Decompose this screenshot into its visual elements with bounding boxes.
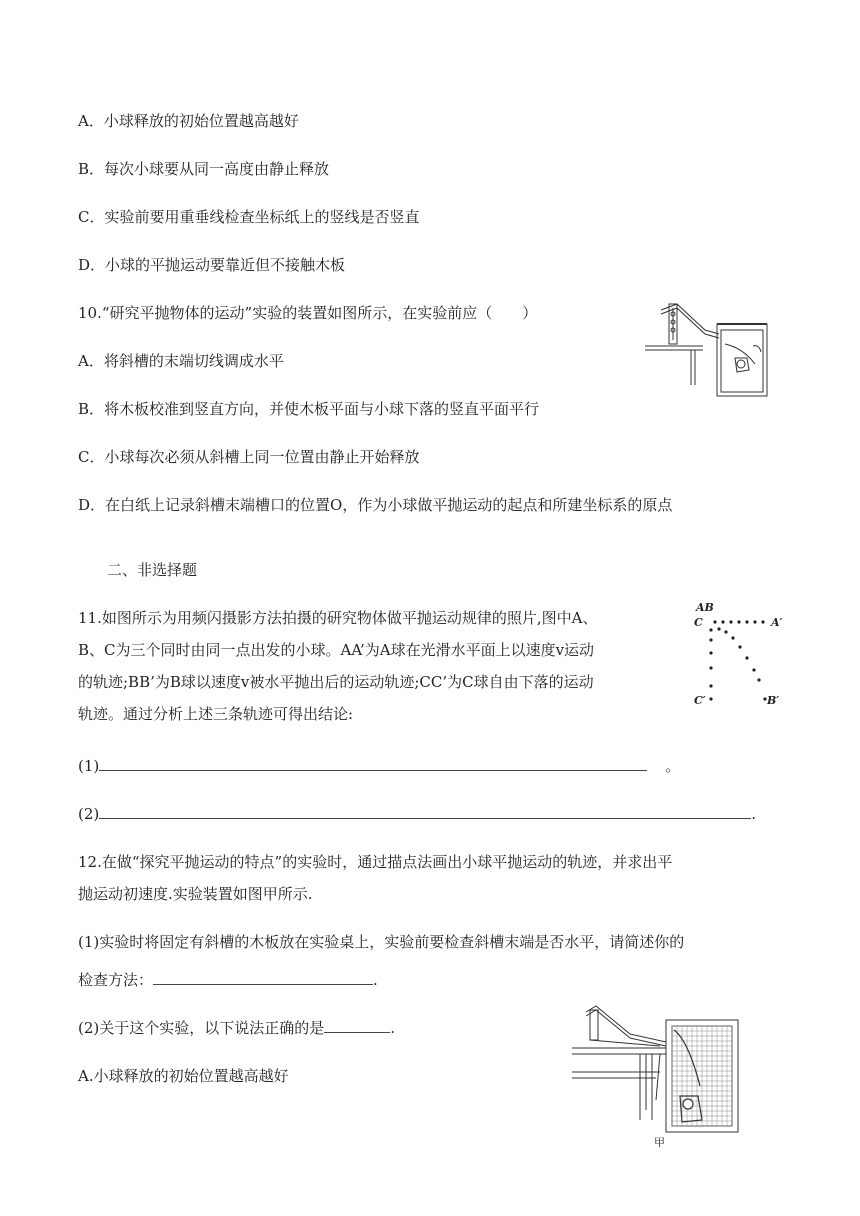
q11-line-4: 轨迹。通过分析上述三条轨迹可得出结论: (78, 705, 354, 723)
q12-line-2: 抛运动初速度.实验装置如图甲所示. (78, 885, 313, 903)
q10-option-c: C．小球每次必须从斜槽上同一位置由静止开始释放 (78, 448, 420, 466)
q11-answer-1-end: 。 (665, 757, 681, 775)
section-title: 二、非选择题 (107, 561, 198, 579)
q12-part2-blank[interactable] (324, 1018, 390, 1033)
q11-answer-2-end: . (751, 805, 757, 823)
q11-line-1: 11.如图所示为用频闪摄影方法拍摄的研究物体做平抛运动规律的照片,图中A、 (78, 609, 598, 627)
fig-label-c: C (694, 616, 703, 629)
q10-stem: 10.“研究平抛物体的运动”实验的装置如图所示，在实验前应（ ） (78, 304, 538, 322)
q11-answer-2-label: (2) (78, 805, 100, 823)
fig-label-b-prime: B′ (767, 694, 780, 707)
q12-part2-prefix: (2)关于这个实验，以下说法正确的是 (78, 1019, 325, 1037)
q10-option-a: A．将斜槽的末端切线调成水平 (78, 352, 284, 370)
q11-line-2: B、C为三个同时由同一点出发的小球。AA’为A球在光滑水平面上以速度v运动 (78, 641, 595, 659)
q12-part1-line-2 (78, 970, 378, 990)
q11-answer-2 (78, 804, 756, 824)
q12-apparatus-figure (570, 1000, 750, 1148)
q12-part2-end: . (390, 1019, 396, 1037)
q12-part1-prefix: 检查方法： (78, 971, 154, 989)
q12-part1-blank[interactable] (153, 970, 373, 985)
q9-option-b: B．每次小球要从同一高度由静止释放 (78, 160, 330, 178)
q11-answer-2-blank[interactable] (99, 804, 751, 819)
q11-line-3: 的轨迹;BB’为B球以速度v被水平抛出后的运动轨迹;CC’为C球自由下落的运动 (78, 673, 594, 691)
fig-label-c-prime: C′ (694, 694, 706, 707)
q12-part2 (78, 1018, 395, 1038)
q11-answer-1-blank[interactable] (99, 756, 647, 771)
q9-option-c: C．实验前要用重垂线检查坐标纸上的竖线是否竖直 (78, 208, 420, 226)
q10-option-b: B．将木板校准到竖直方向，并使木板平面与小球下落的竖直平面平行 (78, 400, 540, 418)
q9-option-a: A．小球释放的初始位置越高越好 (78, 112, 299, 130)
q9-option-d: D．小球的平抛运动要靠近但不接触木板 (78, 256, 346, 274)
q11-answer-1-label: (1) (78, 757, 100, 775)
q11-strobe-figure (693, 600, 793, 710)
fig-label-ab: AB (696, 601, 714, 614)
q12-part1-line-1: (1)实验时将固定有斜槽的木板放在实验桌上，实验前要检查斜槽末端是否水平，请简述你的 (78, 933, 685, 951)
q12-option-a: A.小球释放的初始位置越高越好 (78, 1067, 289, 1085)
q12-part1-end: . (373, 971, 378, 989)
figure-caption: 甲 (654, 1136, 665, 1148)
q11-answer-1 (78, 756, 680, 776)
q10-apparatus-figure (643, 300, 775, 400)
q12-line-1: 12.在做“探究平抛运动的特点”的实验时，通过描点法画出小球平抛运动的轨迹，并求出平 (78, 853, 673, 871)
q10-option-d: D．在白纸上记录斜槽末端槽口的位置O，作为小球做平抛运动的起点和所建坐标系的原点 (78, 496, 673, 514)
fig-label-a-prime: A′ (771, 616, 783, 629)
